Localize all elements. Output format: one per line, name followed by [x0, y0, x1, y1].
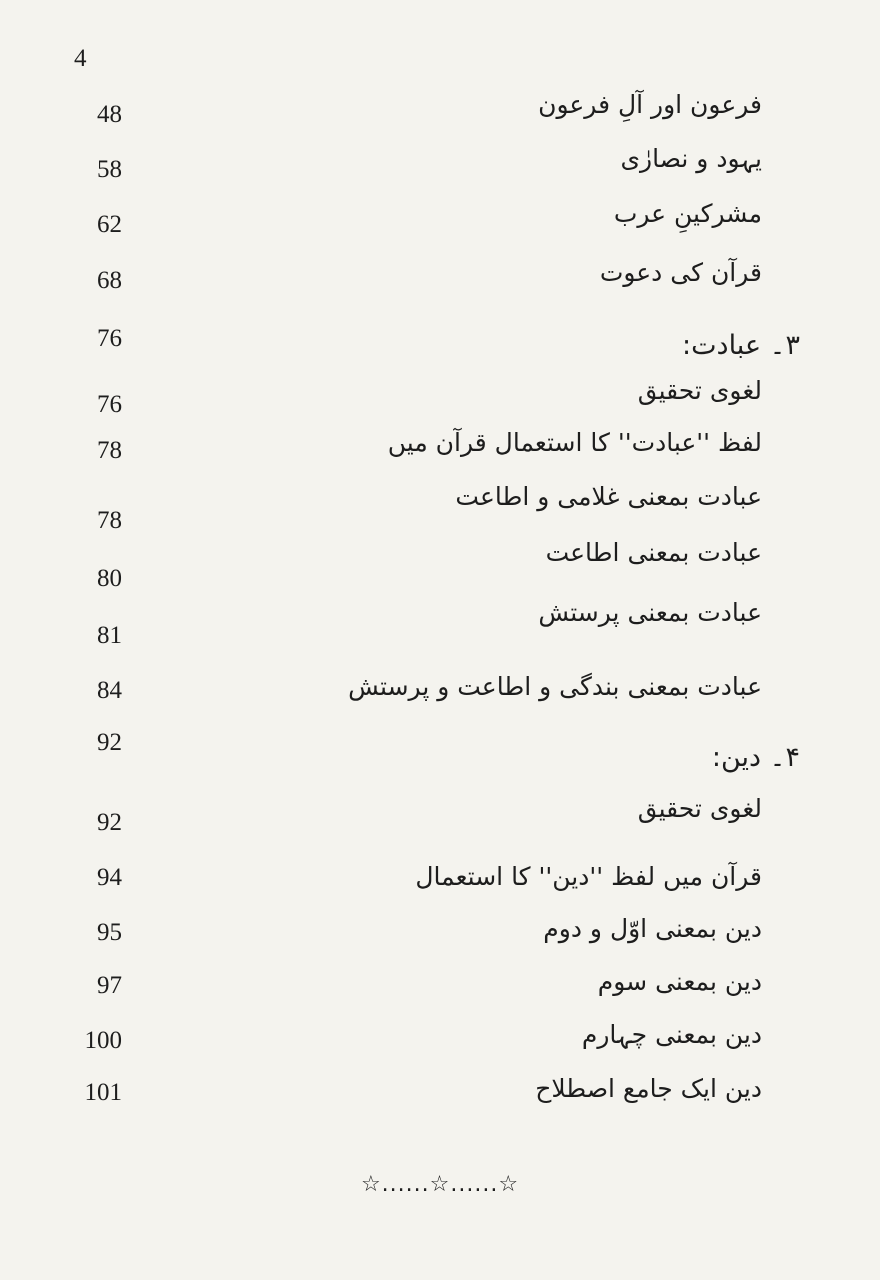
toc-entry: لغوی تحقیق: [637, 794, 762, 823]
toc-entry: لفظ ''عبادت'' کا استعمال قرآن میں: [387, 428, 762, 457]
toc-entry: عبادت بمعنی پرستش: [538, 598, 762, 627]
footer-ornament: ☆......☆......☆: [360, 1172, 520, 1197]
page-number: 97: [97, 972, 122, 999]
page-number: 58: [97, 156, 122, 183]
toc-entry: مشرکینِ عرب: [613, 199, 762, 228]
page-number: 94: [97, 864, 122, 891]
page-number: 92: [97, 729, 122, 756]
toc-entry: دین بمعنی اوّل و دوم: [543, 914, 762, 943]
toc-entry: قرآن میں لفظ ''دین'' کا استعمال: [415, 862, 762, 891]
toc-entry: عبادت بمعنی غلامی و اطاعت: [455, 482, 762, 511]
toc-entry: فرعون اور آلِ فرعون: [538, 90, 762, 119]
toc-entry: دین بمعنی سوم: [597, 967, 762, 996]
page-number: 76: [97, 391, 122, 418]
page-number: 84: [97, 677, 122, 704]
toc-entry: عبادت بمعنی بندگی و اطاعت و پرستش: [348, 672, 762, 701]
page-number: 95: [97, 919, 122, 946]
toc-entry: دین بمعنی چہارم: [581, 1020, 762, 1049]
page-number: 80: [97, 565, 122, 592]
section-heading: ۴۔ دین:: [711, 742, 800, 773]
toc-entry: عبادت بمعنی اطاعت: [545, 538, 762, 567]
page-number: 101: [84, 1079, 122, 1106]
page-number: 76: [97, 325, 122, 352]
toc-entry: یہود و نصارٰی: [620, 144, 762, 173]
page-number: 92: [97, 809, 122, 836]
page-number: 62: [97, 211, 122, 238]
page-number: 78: [97, 437, 122, 464]
toc-entry: لغوی تحقیق: [637, 376, 762, 405]
page-number: 68: [97, 267, 122, 294]
page-number: 81: [97, 622, 122, 649]
page-number: 4: [74, 45, 87, 72]
toc-entry: دین ایک جامع اصطلاح: [535, 1074, 762, 1103]
toc-entry: قرآن کی دعوت: [599, 258, 762, 287]
section-heading: ۳۔ عبادت:: [682, 330, 800, 361]
page-number: 48: [97, 101, 122, 128]
page-number: 100: [84, 1027, 122, 1054]
page-number: 78: [97, 507, 122, 534]
